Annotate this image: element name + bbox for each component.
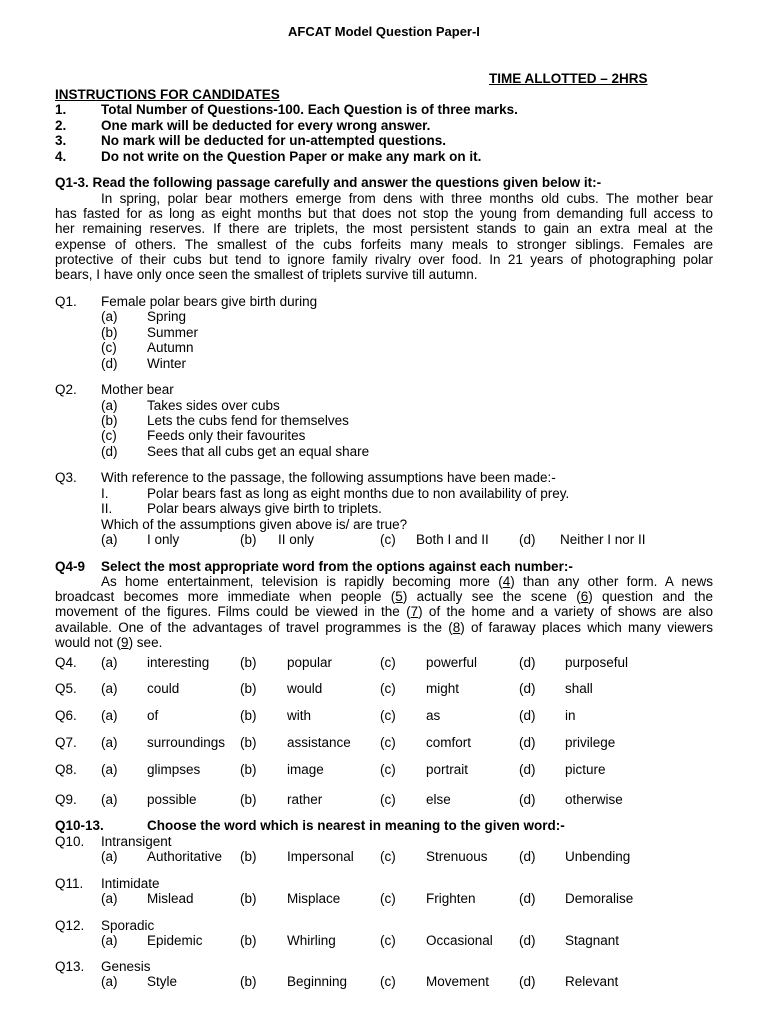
text: (d) [519, 681, 536, 696]
text: Genesis [101, 959, 151, 974]
text: of [147, 708, 159, 723]
text: Demoralise [565, 891, 634, 906]
question-number: Q2. [55, 382, 77, 397]
assumption [0, 501, 768, 517]
text: (d) [519, 933, 536, 948]
text: Q5. [55, 681, 77, 696]
text: might [426, 681, 460, 696]
text: Intimidate [101, 876, 160, 891]
section-text: Choose the word which is nearest in meaning to the given word:- [147, 818, 565, 833]
option [0, 356, 768, 372]
time-allotted: TIME ALLOTTED – 2HRS [489, 71, 648, 86]
instruction-number: 4. [55, 149, 67, 164]
text: (c) [380, 891, 396, 906]
passage-line [55, 604, 713, 619]
question-text: Which of the assumptions given above is/ are true? [101, 517, 408, 532]
question-q10 [0, 834, 768, 850]
text: assistance [287, 735, 351, 750]
text: in [565, 708, 576, 723]
text: rather [287, 792, 323, 807]
option [0, 340, 768, 356]
text: As home entertainment, television is rapidly becoming more ( [101, 574, 503, 589]
text: (d) [519, 762, 536, 777]
option-text: Summer [147, 325, 199, 340]
text: surroundings [147, 735, 226, 750]
text: shall [565, 681, 593, 696]
text: (a) [101, 762, 118, 777]
text: Occasional [426, 933, 493, 948]
text: (b) [240, 891, 257, 906]
text: available. One of the advantages of travel programmes is the ( [55, 619, 453, 635]
text: (c) [380, 655, 396, 670]
option [0, 398, 768, 414]
section-number: Q10-13. [55, 818, 104, 833]
text: (d) [519, 849, 536, 864]
assumption [0, 486, 768, 502]
text: Epidemic [147, 933, 203, 948]
text: (a) [101, 792, 118, 807]
q3-question [0, 517, 768, 533]
option-text: Autumn [147, 340, 194, 355]
text: ) see. [128, 634, 163, 650]
text: (a) [101, 708, 118, 723]
instruction-text: No mark will be deducted for un-attempted questions. [101, 133, 447, 148]
question-q7 [0, 735, 768, 751]
text: Q8. [55, 762, 77, 777]
question-q4 [0, 655, 768, 671]
document-title: AFCAT Model Question Paper-I [288, 24, 480, 39]
text: (a) [101, 849, 118, 864]
text: interesting [147, 655, 210, 670]
text: Stagnant [565, 933, 620, 948]
text: (d) [519, 735, 536, 750]
text: popular [287, 655, 333, 670]
passage-line: bears, I have only once seen the smallest of triplets survive till autumn. [55, 266, 478, 282]
option-label: (a) [101, 309, 118, 324]
text: ) than any other form. A news [510, 574, 713, 589]
question-q9 [0, 792, 768, 808]
option [0, 325, 768, 341]
blank-5: 5 [395, 589, 403, 605]
options-q11 [0, 891, 768, 907]
text: (b) [240, 792, 257, 807]
text: privilege [565, 735, 616, 750]
question-q13 [0, 959, 768, 975]
option-label: (d) [519, 532, 536, 547]
text: Sporadic [101, 918, 155, 933]
option-text: Both I and II [416, 532, 489, 547]
option-label: (c) [101, 340, 117, 355]
text: glimpses [147, 762, 201, 777]
instruction-number: 3. [55, 133, 67, 148]
option-label: (d) [101, 444, 118, 459]
text: Q6. [55, 708, 77, 723]
text: Relevant [565, 974, 619, 989]
option-text: Neither I nor II [560, 532, 646, 547]
text: (c) [380, 849, 396, 864]
assumption-text: Polar bears always give birth to triplets. [147, 501, 382, 516]
passage-polar-bears [55, 191, 713, 282]
passage-line [55, 574, 713, 589]
text: else [426, 792, 451, 807]
instruction-text: Do not write on the Question Paper or make any mark on it. [101, 149, 482, 164]
instruction-text: Total Number of Questions-100. Each Question is of three marks. [101, 102, 518, 117]
text: Unbending [565, 849, 631, 864]
options-q12 [0, 933, 768, 949]
text: comfort [426, 735, 472, 750]
question-q8 [0, 762, 768, 778]
option-text: Spring [147, 309, 187, 324]
text: Authoritative [147, 849, 223, 864]
assumption-label: II. [101, 501, 113, 516]
passage-line [55, 635, 713, 650]
text: Misplace [287, 891, 341, 906]
text: Q9. [55, 792, 77, 807]
text: could [147, 681, 180, 696]
text: Beginning [287, 974, 348, 989]
option-text: II only [278, 532, 315, 547]
text: portrait [426, 762, 469, 777]
option-label: (c) [101, 428, 117, 443]
option [0, 413, 768, 429]
option-text: Winter [147, 356, 187, 371]
option-label: (b) [101, 413, 118, 428]
section-heading-q1-3: Q1-3. Read the following passage carefully and answer the questions given below it:- [55, 175, 602, 190]
passage-line: protective of their cubs but tend to ignore family rivalry over food. In 21 years of photographing polar [55, 251, 713, 267]
q3-options [0, 532, 768, 548]
text: Mislead [147, 891, 194, 906]
text: Whirling [287, 933, 336, 948]
text: Q13. [55, 959, 85, 974]
text: Style [147, 974, 178, 989]
text: (b) [240, 655, 257, 670]
text: would [287, 681, 323, 696]
question-text: Female polar bears give birth during [101, 294, 318, 309]
text: Intransigent [101, 834, 172, 849]
text: (a) [101, 735, 118, 750]
text: (d) [519, 974, 536, 989]
text: purposeful [565, 655, 629, 670]
text: Frighten [426, 891, 476, 906]
passage-television [55, 574, 713, 650]
text: Movement [426, 974, 490, 989]
text: (c) [380, 974, 396, 989]
question-q5 [0, 681, 768, 697]
text: (b) [240, 762, 257, 777]
passage-line: expense of others. The smallest of the cubs forfeits many meals to stronger siblings. Females are [55, 236, 713, 252]
text: with [287, 708, 312, 723]
text: broadcast becomes more immediate when people ( [55, 589, 396, 605]
text: (b) [240, 735, 257, 750]
text: ) question and the [588, 589, 713, 605]
text: Q7. [55, 735, 77, 750]
option-text: Feeds only their favourites [147, 428, 306, 443]
text: Q12. [55, 918, 85, 933]
text: (a) [101, 681, 118, 696]
text: (b) [240, 933, 257, 948]
question-text: With reference to the passage, the following assumptions have been made:- [101, 470, 556, 485]
options-q13 [0, 974, 768, 990]
text: ) of faraway places which many viewers [460, 619, 714, 635]
option-label: (a) [101, 532, 118, 547]
option-text: I only [147, 532, 180, 547]
section-heading-q4-9 [0, 559, 768, 575]
text: picture [565, 762, 606, 777]
text: would not ( [55, 634, 122, 650]
assumption-label: I. [101, 486, 109, 501]
blank-9: 9 [121, 634, 129, 650]
option [0, 444, 768, 460]
text: (c) [380, 681, 396, 696]
text: (c) [380, 762, 396, 777]
option-label: (a) [101, 398, 118, 413]
option-label: (d) [101, 356, 118, 371]
passage-line: has fasted for as long as eight months but that does not stop the young from demanding full access to [55, 206, 713, 222]
text: movement of the figures. Films could be viewed in the ( [55, 604, 411, 620]
text: as [426, 708, 441, 723]
section-text: Select the most appropriate word from the options against each number:- [101, 559, 573, 574]
section-number: Q4-9 [55, 559, 86, 574]
option-text: Takes sides over cubs [147, 398, 280, 413]
options-q10 [0, 849, 768, 865]
question-number: Q1. [55, 294, 77, 309]
question-q12 [0, 918, 768, 934]
text: otherwise [565, 792, 623, 807]
text: (b) [240, 708, 257, 723]
blank-8: 8 [452, 619, 461, 635]
text: (c) [380, 933, 396, 948]
text: Strenuous [426, 849, 488, 864]
option [0, 428, 768, 444]
passage-line [55, 589, 713, 604]
option-text: Sees that all cubs get an equal share [147, 444, 370, 459]
text: ) of the home and a variety of shows are also [418, 604, 713, 620]
text: (d) [519, 655, 536, 670]
instruction-text: One mark will be deducted for every wrong answer. [101, 118, 431, 133]
instruction-number: 2. [55, 118, 67, 133]
question-text: Mother bear [101, 382, 174, 397]
assumption-text: Polar bears fast as long as eight months due to non availability of prey. [147, 486, 570, 501]
question-q6 [0, 708, 768, 724]
blank-6: 6 [580, 589, 589, 605]
text: (d) [519, 708, 536, 723]
blank-4: 4 [502, 574, 511, 589]
text: (b) [240, 974, 257, 989]
text: Q4. [55, 655, 77, 670]
question-number: Q3. [55, 470, 77, 485]
text: (c) [380, 708, 396, 723]
option-label: (b) [240, 532, 257, 547]
text: Q10. [55, 834, 85, 849]
option-text: Lets the cubs fend for themselves [147, 413, 349, 428]
instructions-title: INSTRUCTIONS FOR CANDIDATES [55, 87, 280, 102]
text: (a) [101, 655, 118, 670]
option-label: (c) [380, 532, 396, 547]
section-heading-q10-13 [0, 818, 768, 834]
text: (c) [380, 792, 396, 807]
text: powerful [426, 655, 478, 670]
text: (b) [240, 849, 257, 864]
text: Impersonal [287, 849, 354, 864]
text: (a) [101, 891, 118, 906]
text: (d) [519, 891, 536, 906]
text: (a) [101, 974, 118, 989]
passage-line: her remaining reserves. If there are triplets, the most persistent stands to gain an extra meal at the [55, 221, 713, 237]
text: (a) [101, 933, 118, 948]
option-label: (b) [101, 325, 118, 340]
text: (b) [240, 681, 257, 696]
passage-line: In spring, polar bear mothers emerge from dens with three months old cubs. The mother bear [101, 191, 713, 206]
text: possible [147, 792, 197, 807]
text: (c) [380, 735, 396, 750]
text: ) actually see the scene ( [402, 589, 581, 605]
text: Q11. [55, 876, 84, 891]
option [0, 309, 768, 325]
instruction-number: 1. [55, 102, 67, 117]
passage-line [55, 620, 713, 635]
blank-7: 7 [410, 604, 419, 620]
question-q11 [0, 876, 768, 892]
text: (d) [519, 792, 536, 807]
text: image [287, 762, 324, 777]
